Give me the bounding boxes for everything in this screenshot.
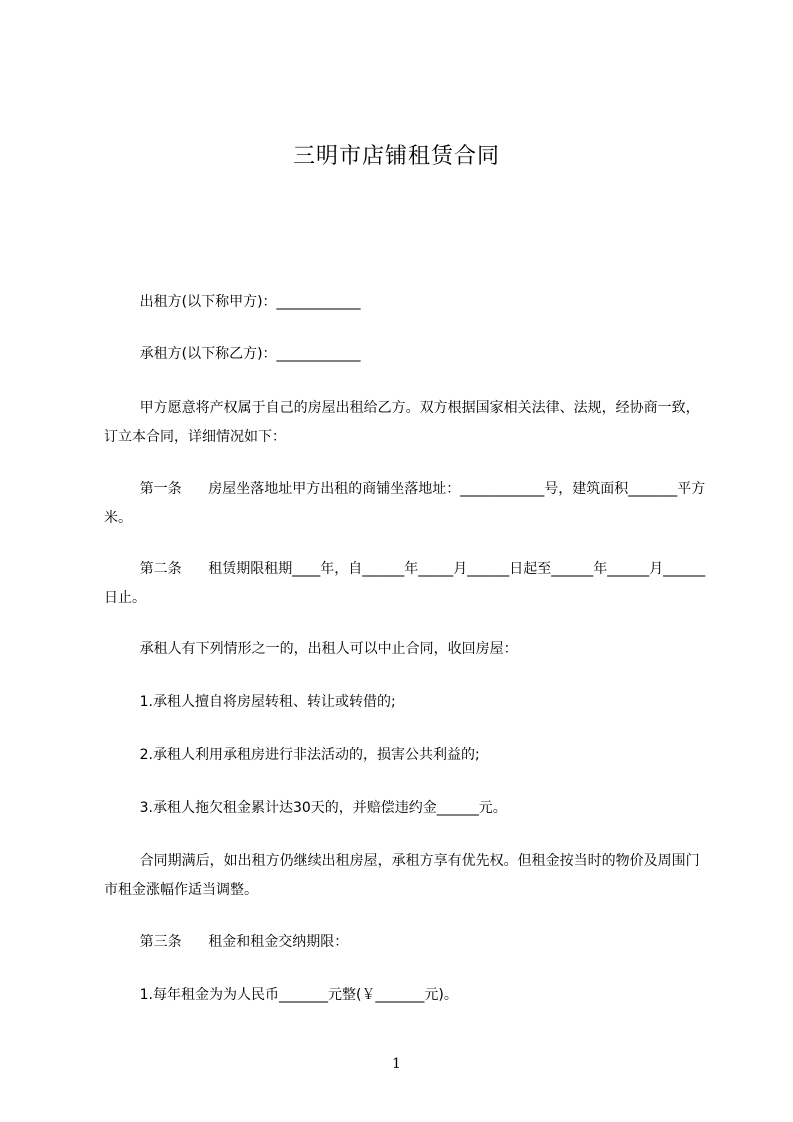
intro-paragraph: 甲方愿意将产权属于自己的房屋出租给乙方。双方根据国家相关法律、法规，经协商一致，订立本合同，详细情况如下：: [104, 400, 700, 445]
renewal-paragraph: 合同期满后，如出租方仍继续出租房屋，承租方享有优先权。但租金按当时的物价及周围门市租金涨幅作适当调整。: [104, 853, 700, 898]
article-2-paragraph: 第二条 租赁期限租期____年，自______年_____月______日起至______年______月______日止。: [104, 561, 706, 606]
termination-intro: 承租人有下列情形之一的，出租人可以中止合同，收回房屋：: [104, 641, 518, 657]
lessor-line: 出租方(以下称甲方)：____________: [104, 294, 361, 310]
article-1-paragraph: 第一条 房屋坐落地址甲方出租的商铺坐落地址：____________号，建筑面积_______平方米。: [104, 481, 706, 526]
rent-item-1: 1.每年租金为为人民币_______元整(￥_______元)。: [104, 987, 458, 1003]
termination-item-3: 3.承租人拖欠租金累计达30天的，并赔偿违约金______元。: [104, 800, 507, 816]
page-number: 1: [392, 1056, 401, 1072]
article-3-heading: 第三条 租金和租金交纳期限：: [104, 934, 349, 950]
document-title: 三明市店铺租赁合同: [292, 144, 500, 169]
termination-item-2: 2.承租人利用承租房进行非法活动的，损害公共利益的;: [104, 747, 480, 763]
termination-item-1: 1.承租人擅自将房屋转租、转让或转借的;: [104, 694, 396, 710]
lessee-line: 承租方(以下称乙方)：____________: [104, 346, 361, 362]
